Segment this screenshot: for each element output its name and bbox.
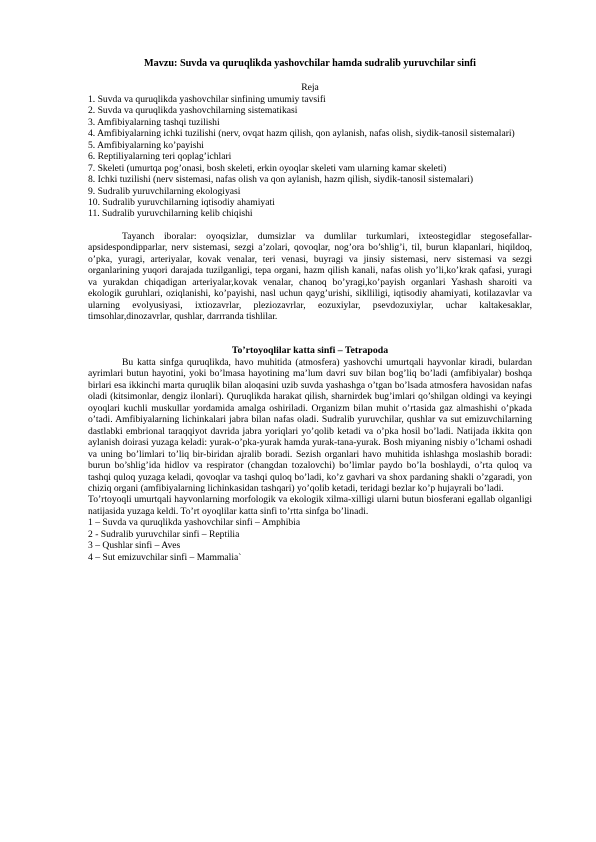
class-item: 1 – Suvda va quruqlikda yashovchilar sinfi – Amphibia [88,517,301,529]
closing-paragraph: To’rtoyoqli umurtqali hayvonlarning morfologik va ekologik xilma-xilligi ularni butun biosferani egallab olganligi natijasida yuzaga keldi. To’rt oyoqlilar katta sinfi to’rtta sinfga bo’linadi. [88,494,532,517]
plan-item: 8. Ichki tuzilishi (nerv sistemasi, nafas olish va qon aylanish, hazm qilish, siydik-tanosil sistemalari) [88,174,474,186]
plan-item: 10. Sudralib yuruvchilarning iqtisodiy ahamiyati [88,196,275,208]
plan-item: 2. Suvda va quruqlikda yashovchilarning sistematikasi [88,105,298,117]
classes-list [88,517,532,563]
plan-item: 3. Amfibiyalarning tashqi tuzilishi [88,116,220,128]
plan-item: 7. Skeleti (umurtqa pog’onasi, bosh skeleti, erkin oyoqlar skeleti vam ularning kamar skeleti) [88,162,447,174]
class-item: 2 - Sudralib yuruvchilar sinfi – Reptilia [88,528,240,540]
document-page [88,58,532,563]
section-paragraph: Bu katta sinfga quruqlikda, havo muhitida (atmosfera) yashovchi umurtqali hayvonlar kiradi, bulardan ayrimlari butun hayotini, yoki bo’lmasa hayotining ma’lum davri suv bilan bog’liq bo’ladi (amfibiyalar) boshqa birlari esa ikkinchi marta quruqlik bilan aloqasini uzib suvda yashashga o’tgan bo’lsada atmosfera havosidan nafas oladi (kitsimonlar, dengiz ilonlari). Quruqlikda harakat qilish, sharnirdek bug’imlari qo’shilgan oldingi va keyingi oyoqlari kuchli muskullar yordamida amalga oshiriladi. Organizm bilan muhit o’rtasida gaz almashishi o’pkada o’tadi. Amfibiyalarning lichinkalari jabra bilan nafas oladi. Sudralib yuruvchilar, qushlar va sut emizuvchilarning dastlabki embrional taraqqiyot davrida jabra yoriqlari yo’qolib ketadi va o’pka hosil bo’ladi. Natijada ikkita qon aylanish doirasi yuzaga keladi: yurak-o’pka-yurak hamda yurak-tana-yurak. Bosh miyaning nisbiy o’lchami oshadi va uning bo’limlari to’liq bir-biridan ajralib boradi. Sezish organlari havo muhitida ishlashga moslashib boradi: burun bo’shlig’ida hidlov va respirator (changdan tozalovchi) bo’limlar paydo bo’la boshlaydi, o’rta quloq va tashqi quloq yuzaga keladi, qovoqlar va tashqi quloq bo’ladi, ko’z gavhari va shox pardaning shakli o’zgaradi, yon chiziq organi (amfibiyalarning lichinkasidan tashqari) yo’qolib ketadi, teridagi bezlar ko’p hujayrali bo’ladi. [88,356,532,494]
class-item: 4 – Sut emizuvchilar sinfi – Mammalia` [88,551,242,563]
plan-item: 4. Amfibiyalarning ichki tuzilishi (nerv, ovqat hazm qilish, qon aylanish, nafas olish, siydik-tanosil sistemalari) [88,128,515,140]
plan-list [88,94,532,220]
plan-item: 9. Sudralib yuruvchilarning ekologiyasi [88,185,241,197]
key-terms-paragraph: Tayanch iboralar: oyoqsizlar, dumsizlar va dumlilar turkumlari, ixteostegidlar stegosefallar-apsidespondipparlar, nerv sistemasi, sezgi a’zolari, qovoqlar, nog’ora bo’shlig’i, til, burun klapanlari, hiqildoq, o’pka, yuragi, arteriyalar, kovak venalar, teri venasi, buyragi va jinsiy sistemasi, nerv sistemasi va sezgi organlarining yuqori darajada tuzilganligi, tepa organi, hazm qilish kanali, nafas olish yo’li,ko’krak qafasi, yuragi va yurakdan chiqadigan arteriyalar,kovak venalar, chanoq bo’yragi,ko’payish organlari Yashash sharoiti va ekologik guruhlari, oziqlanishi, ko’payishi, nasl uchun qayg’urishi, siklliligi, iqtisodiy ahamiyati, kotilazavlar va ularning evolyusiyasi, ixtiozavrlar, pleziozavrlar, eozuxiylar, psevdozuxiylar, uchar kaltakesaklar, timsohlar,dinozavrlar, qushlar, darrranda tishlilar. [88,230,532,323]
class-item: 3 – Qushlar sinfi – Aves [88,540,181,552]
plan-item: 5. Amfibiyalarning ko’payishi [88,139,204,151]
plan-item: 11. Sudralib yuruvchilarning kelib chiqishi [88,208,253,220]
section-title: To’rtoyoqlilar katta sinfi – Tetrapoda [231,344,389,356]
spacer [88,220,532,231]
document-title: Mavzu: Suvda va quruqlikda yashovchilar hamda sudralib yuruvchilar sinfi [144,58,476,69]
spacer [88,323,532,345]
plan-heading: Reja [301,82,319,94]
plan-item: 1. Suvda va quruqlikda yashovchilar sinfining umumiy tavsifi [88,93,326,105]
plan-item: 6. Reptiliyalarning teri qoplag’ichlari [88,151,232,163]
